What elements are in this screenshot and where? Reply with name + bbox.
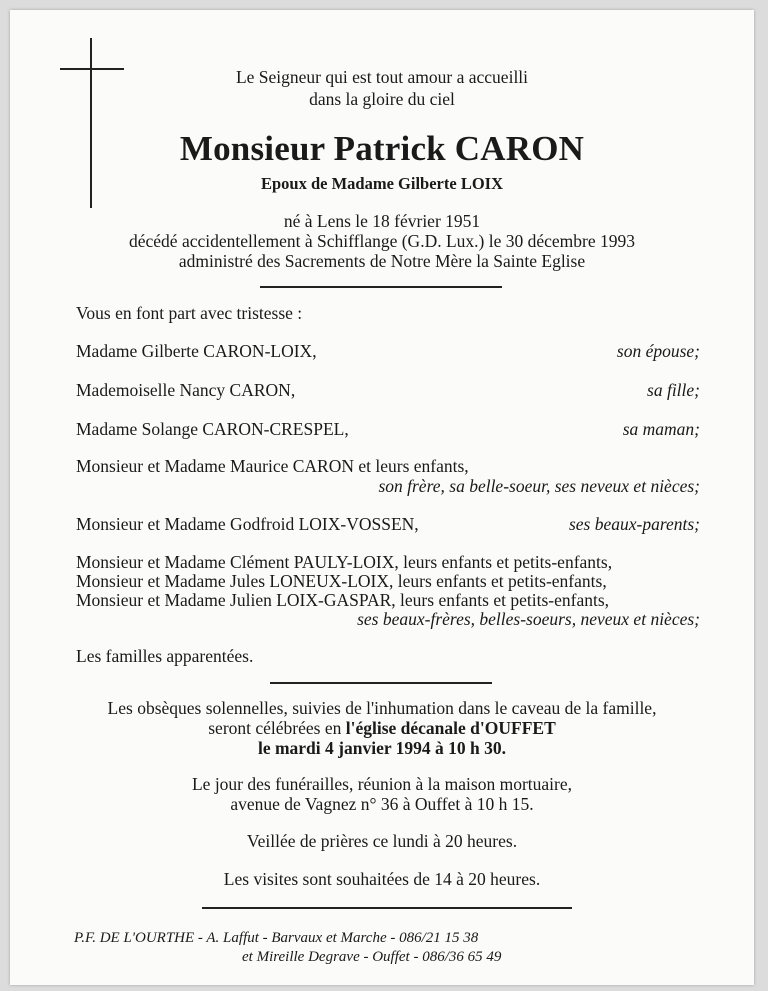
intro-text [10,66,754,110]
family-relation: sa fille; [647,380,700,400]
family-row-daughter [76,379,700,401]
family-relation: ses beaux-parents; [568,514,700,534]
divider-2 [270,682,492,684]
vigil-text: Veillée de prières ce lundi à 20 heures. [246,831,518,851]
funeral-line-2-intro: seront célébrées en [208,718,346,738]
meeting-line-1: Le jour des funérailles, réunion à la maison mortuaire, [191,774,572,794]
meeting-text [10,774,754,814]
family-row-relatives: Les familles apparentées. [76,646,254,666]
footer-line-1: P.F. DE L'OURTHE - A. Laffut - Barvaux et Marche - 086/21 15 38 [74,930,479,946]
family-row-spouse [76,340,700,362]
family-row-sibling-in-law-2: Monsieur et Madame Jules LONEUX-LOIX, leurs enfants et petits-enfants, [76,571,607,591]
family-relation-siblings-in-law: ses beaux-frères, belles-soeurs, neveux et nièces; [357,609,700,629]
meeting-line-2: avenue de Vagnez n° 36 à Ouffet à 10 h 15. [230,794,534,814]
funeral-line-2 [10,718,754,738]
divider-1 [260,286,502,288]
family-member-name: Madame Gilberte CARON-LOIX, [76,341,317,361]
family-relation: sa maman; [622,419,700,439]
intro-line-2: dans la gloire du ciel [309,89,455,109]
birth-line: né à Lens le 18 février 1951 [283,211,481,231]
funeral-date: le mardi 4 janvier 1994 à 10 h 30. [257,738,507,758]
funeral-line-1: Les obsèques solennelles, suivies de l'inhumation dans le caveau de la famille, [107,698,657,718]
footer-line-2: et Mireille Degrave - Ouffet - 086/36 65 49 [242,949,502,965]
family-relation-brother: son frère, sa belle-soeur, ses neveux et nièces; [378,476,700,496]
life-details [10,211,754,271]
family-member-name: Monsieur et Madame Godfroid LOIX-VOSSEN, [76,514,419,534]
death-notice-card [10,10,754,985]
deceased-name: Monsieur Patrick CARON [179,129,585,168]
family-row-sibling-in-law-3: Monsieur et Madame Julien LOIX-GASPAR, leurs enfants et petits-enfants, [76,590,610,610]
divider-3 [202,907,572,909]
family-relation: son épouse; [616,341,700,361]
funeral-text [10,698,754,758]
church-name: l'église décanale d'OUFFET [345,718,556,738]
family-row-sibling-in-law-1: Monsieur et Madame Clément PAULY-LOIX, leurs enfants et petits-enfants, [76,552,613,572]
announce-line: Vous en font part avec tristesse : [76,303,303,323]
family-row-mother [76,418,700,440]
spouse-line: Epoux de Madame Gilberte LOIX [261,174,503,193]
family-member-name: Mademoiselle Nancy CARON, [76,380,296,400]
visits-text: Les visites sont souhaitées de 14 à 20 heures. [223,869,541,889]
family-row-in-laws [76,513,700,535]
sacraments-line: administré des Sacrements de Notre Mère la Sainte Eglise [178,251,586,271]
family-row-brother: Monsieur et Madame Maurice CARON et leurs enfants, [76,456,469,476]
death-line: décédé accidentellement à Schifflange (G.D. Lux.) le 30 décembre 1993 [129,231,635,251]
family-member-name: Madame Solange CARON-CRESPEL, [76,419,349,439]
intro-line-1: Le Seigneur qui est tout amour a accueilli [235,67,529,87]
